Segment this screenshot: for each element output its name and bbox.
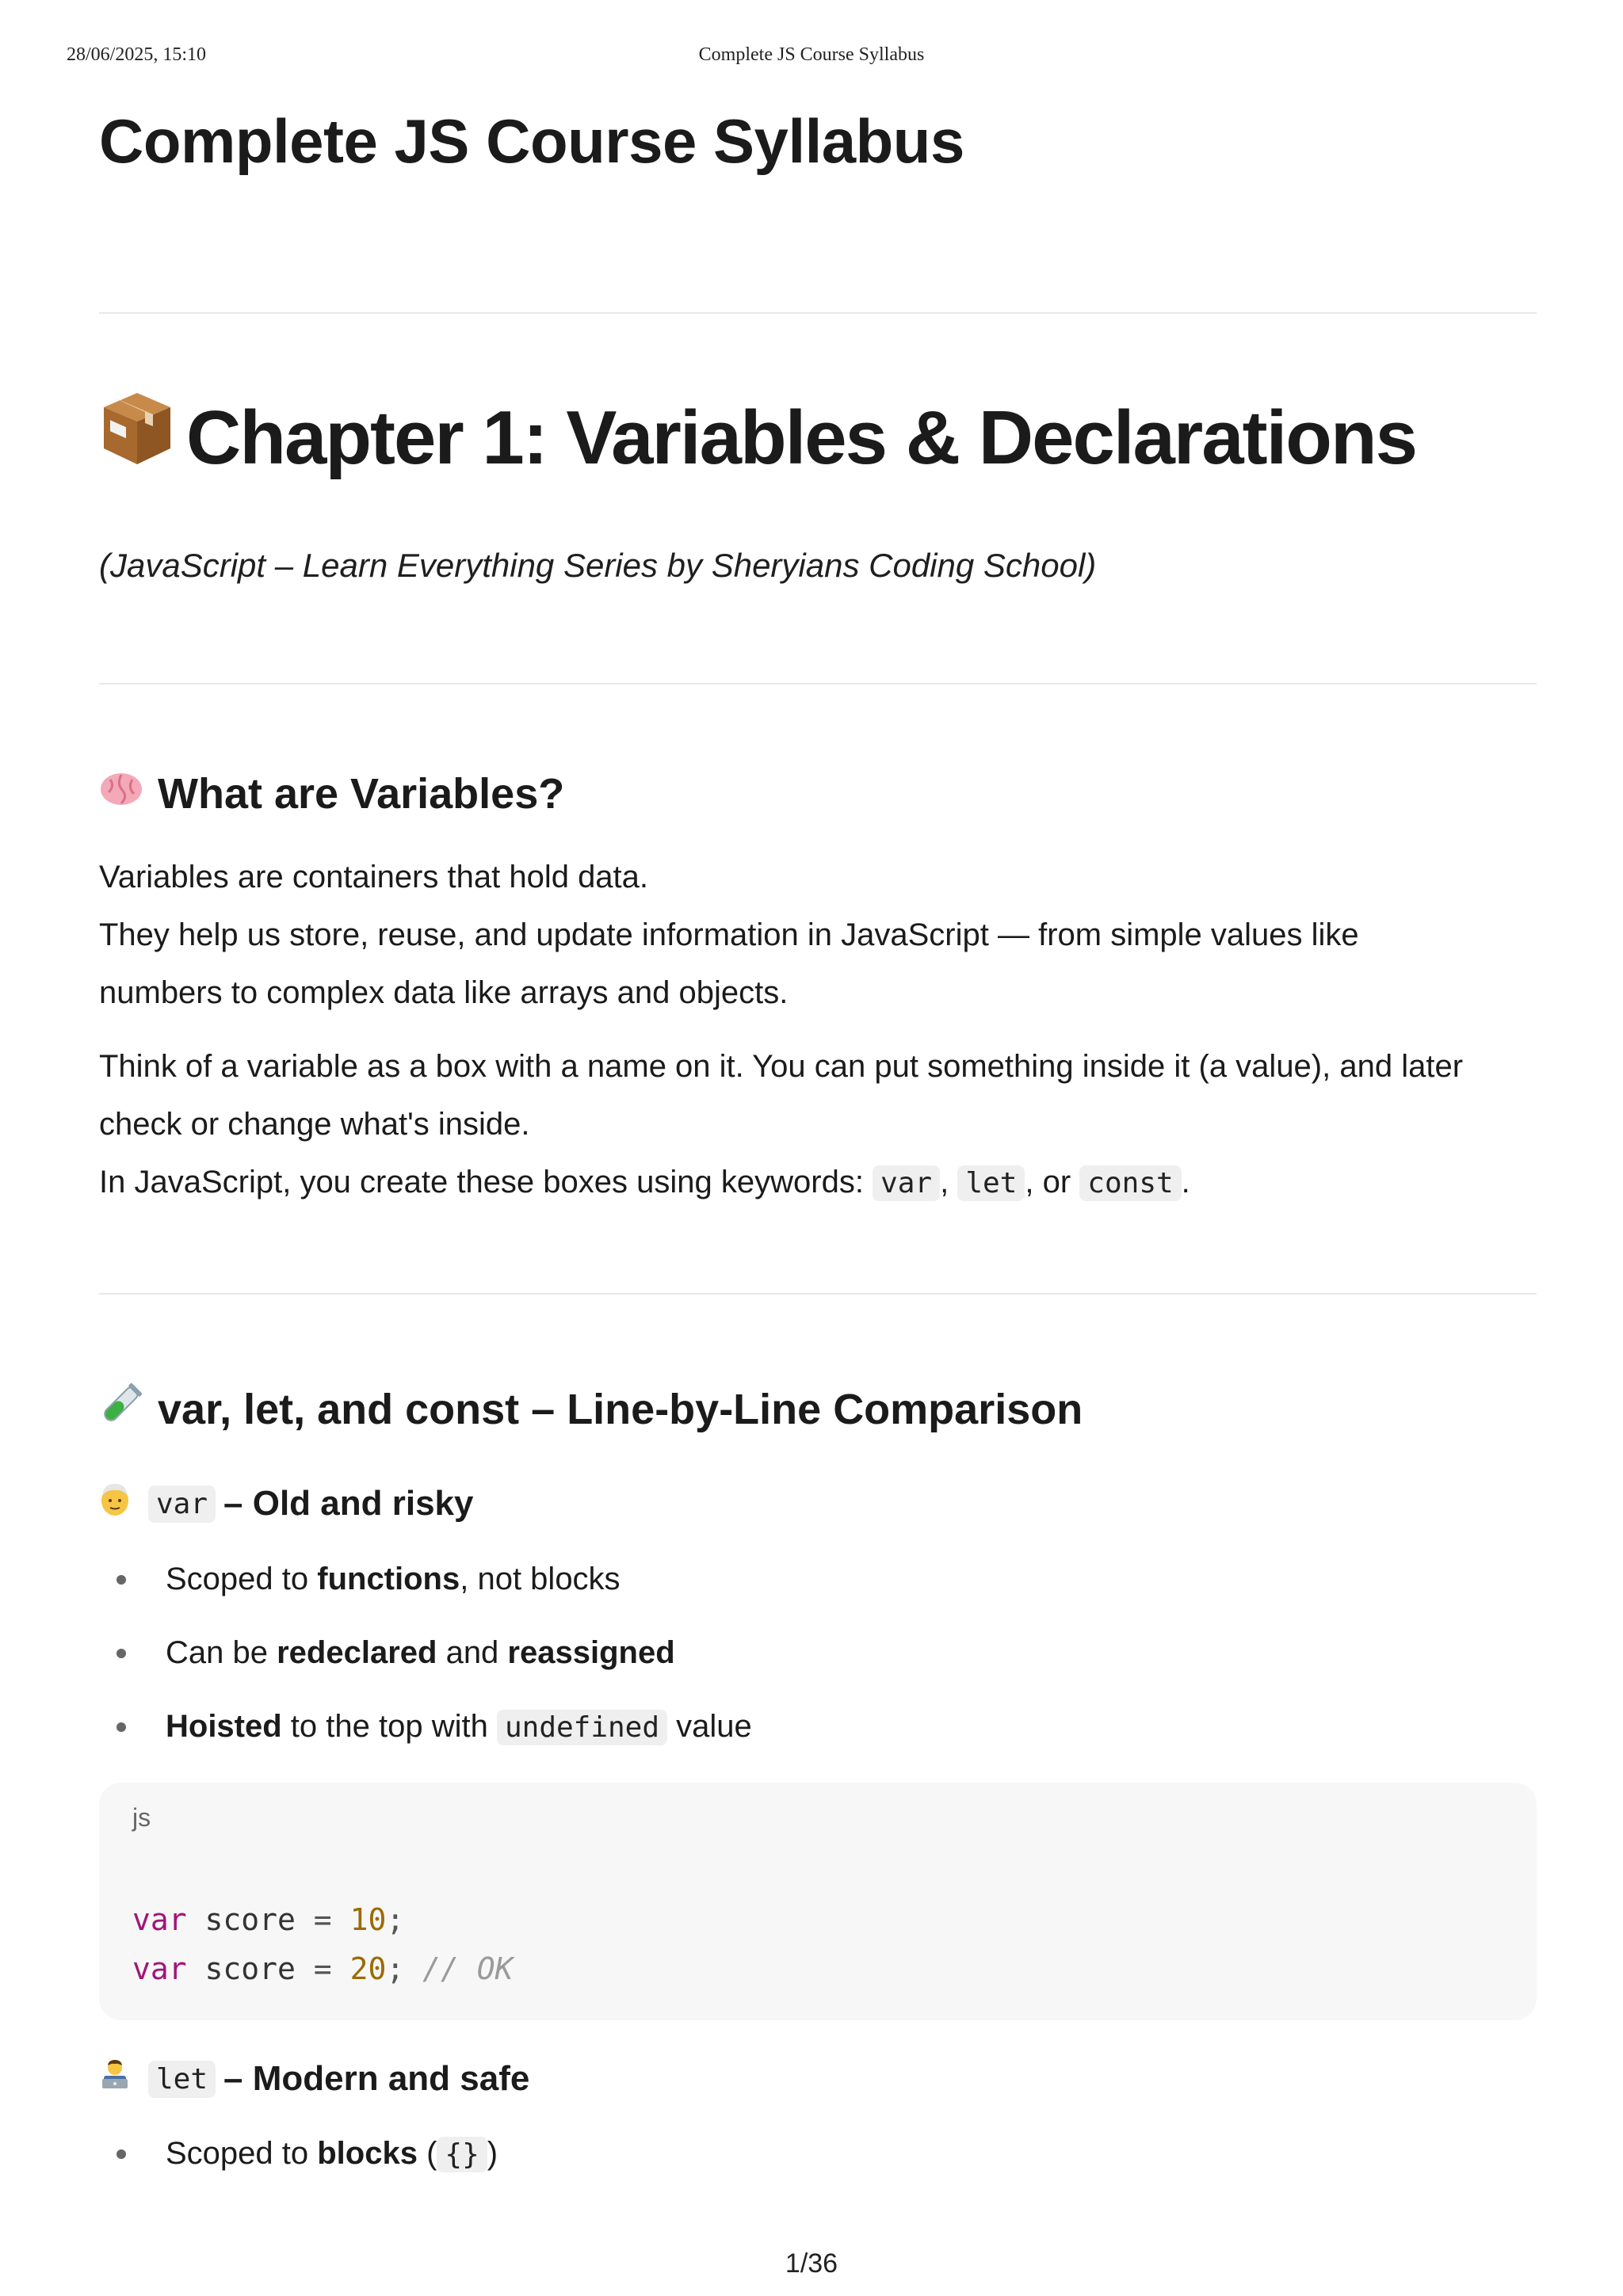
code-identifier: score (186, 1902, 314, 1937)
code-content (132, 1895, 514, 1993)
text-line: Think of a variable as a box with a name on it. You can put something inside it (a value), and later (99, 1049, 1464, 1084)
bold-text: blocks (317, 2136, 418, 2171)
code-comment: // OK (404, 1951, 514, 1986)
section-heading-variables (99, 769, 564, 820)
list-item (99, 1703, 752, 1776)
section-heading-comparison (99, 1382, 1083, 1438)
section-title: var, let, and const – Line-by-Line Comparison (158, 1386, 1083, 1433)
chapter-title: Chapter 1: Variables & Declarations (186, 395, 1416, 480)
divider (99, 683, 1537, 685)
text-line: Variables are containers that hold data. (99, 860, 649, 894)
divider (99, 1293, 1537, 1295)
code-punctuation: ; (386, 1902, 405, 1937)
paragraph-definition (99, 849, 1537, 1022)
section-title: What are Variables? (158, 770, 565, 818)
print-date: 28/06/2025, 15:10 (67, 44, 207, 65)
divider (99, 312, 1537, 314)
code-operator: = (313, 1951, 332, 1986)
subheading-title: – Modern and safe (223, 2059, 530, 2098)
code-var: var (148, 1486, 216, 1523)
var-bullet-list (99, 1555, 752, 1776)
text-fragment: ( (417, 2136, 437, 2171)
code-number: 10 (331, 1902, 387, 1937)
paragraph-box-analogy (99, 1038, 1537, 1212)
code-block (99, 1783, 1537, 2020)
page-number: 1/36 (785, 2248, 838, 2279)
text-fragment: In JavaScript, you create these boxes using keywords: (99, 1165, 873, 1199)
text-fragment: Can be (166, 1635, 277, 1670)
code-var: var (873, 1165, 940, 1201)
code-braces: {} (437, 2137, 487, 2172)
code-let: let (148, 2061, 216, 2098)
list-item (99, 1629, 752, 1703)
text-fragment: value (667, 1709, 752, 1744)
code-operator: = (313, 1902, 332, 1937)
code-const: const (1079, 1165, 1181, 1201)
text-line: check or change what's inside. (99, 1107, 530, 1142)
let-bullet-list (99, 2130, 498, 2203)
technologist-icon (99, 2058, 131, 2100)
package-icon (99, 388, 175, 487)
print-header-title: Complete JS Course Syllabus (698, 44, 925, 65)
text-fragment: . (1181, 1165, 1190, 1199)
code-undefined: undefined (497, 1710, 667, 1745)
bold-text: Hoisted (166, 1709, 282, 1744)
subheading-title: – Old and risky (223, 1484, 474, 1523)
code-keyword: var (132, 1902, 187, 1937)
text-fragment: Scoped to (166, 2136, 318, 2171)
chapter-subtitle: (JavaScript – Learn Everything Series by Sheryians Coding School) (99, 547, 1097, 584)
text-line: They help us store, reuse, and update information in JavaScript — from simple values like (99, 917, 1359, 952)
test-tube-icon (99, 1382, 143, 1438)
text-fragment: and (437, 1635, 508, 1670)
text-line: numbers to complex data like arrays and objects. (99, 975, 789, 1010)
list-item (99, 1555, 752, 1629)
text-fragment: , (940, 1165, 949, 1199)
code-number: 20 (331, 1951, 387, 1986)
text-fragment: to the top with (281, 1709, 497, 1744)
page-title: Complete JS Course Syllabus (99, 106, 964, 176)
subheading-let (99, 2058, 529, 2100)
bold-text: redeclared (277, 1635, 437, 1670)
brain-icon (99, 769, 143, 820)
subheading-var (99, 1482, 474, 1527)
code-keyword: var (132, 1951, 187, 1986)
old-person-icon (99, 1482, 131, 1527)
text-fragment: ) (487, 2136, 498, 2171)
bold-text: functions (317, 1562, 460, 1596)
text-fragment: , or (1025, 1165, 1071, 1199)
text-line-keywords (99, 1154, 1537, 1212)
code-let: let (957, 1165, 1025, 1201)
text-fragment: , not blocks (460, 1562, 621, 1596)
bold-text: reassigned (507, 1635, 675, 1670)
code-language-label: js (132, 1803, 151, 1832)
code-punctuation: ; (386, 1951, 405, 1986)
chapter-heading (99, 388, 1416, 487)
text-fragment: Scoped to (166, 1562, 318, 1596)
list-item (99, 2130, 498, 2203)
code-identifier: score (186, 1951, 314, 1986)
